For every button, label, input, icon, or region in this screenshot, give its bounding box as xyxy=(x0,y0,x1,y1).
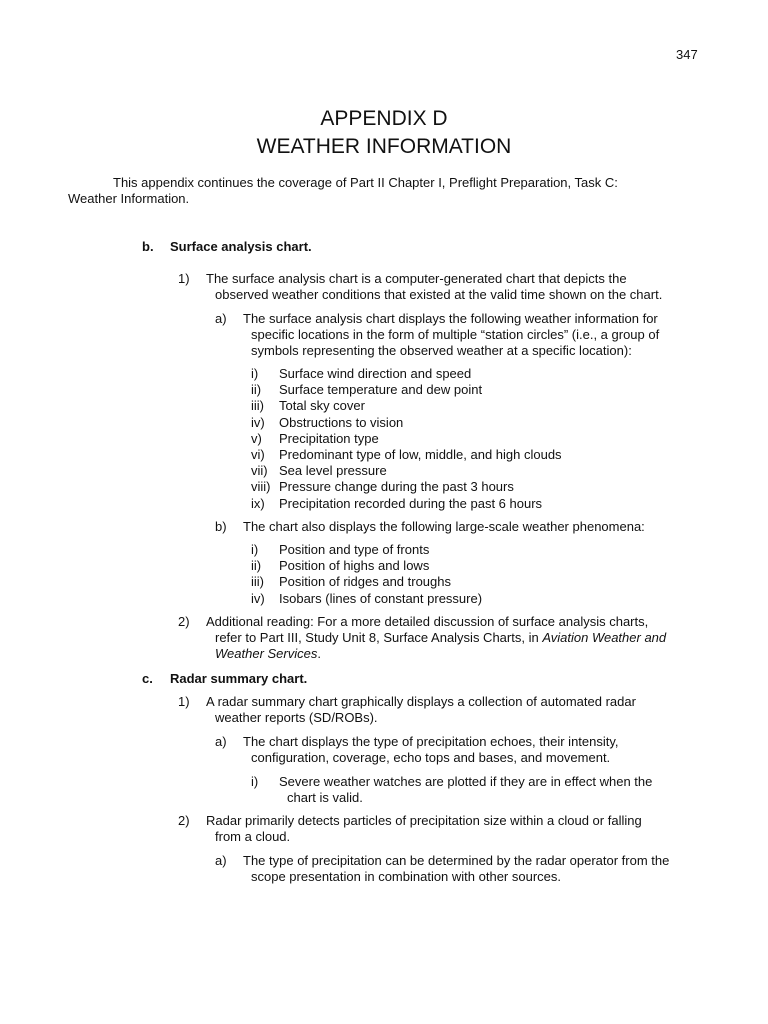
b2-line-2-text: refer to Part III, Study Unit 8, Surface Analysis Charts, in xyxy=(215,630,543,645)
list-item-text: Precipitation recorded during the past 6 hours xyxy=(279,495,543,511)
list-item-label: ii) xyxy=(251,558,262,574)
c1-line-2: weather reports (SD/ROBs). xyxy=(215,710,378,725)
list-item-label: ix) xyxy=(251,495,265,511)
c1a-label: a) xyxy=(215,734,227,749)
c1ai-line-1: Severe weather watches are plotted if they are in effect when the xyxy=(279,774,653,789)
b1a-line-1: The surface analysis chart displays the following weather information for xyxy=(243,311,658,326)
list-item-text: Surface wind direction and speed xyxy=(279,366,472,381)
b2-line-2 xyxy=(215,630,666,646)
list-item-label: i) xyxy=(251,366,259,381)
section-b-label: b. xyxy=(142,239,154,254)
list-item-text: Isobars (lines of constant pressure) xyxy=(279,590,483,606)
c2a-line-2: scope presentation in combination with other sources. xyxy=(251,869,562,884)
b1-label: 1) xyxy=(178,271,190,286)
c2a-label: a) xyxy=(215,853,227,868)
list-item-text: Predominant type of low, middle, and high clouds xyxy=(279,446,562,462)
list-item-text: Obstructions to vision xyxy=(279,414,404,430)
b1a-label: a) xyxy=(215,311,227,326)
list-item-text: Position of highs and lows xyxy=(279,558,430,574)
list-item-text: Total sky cover xyxy=(279,398,365,414)
appendix-title: APPENDIX D xyxy=(320,107,448,130)
section-c-heading: Radar summary chart. xyxy=(170,671,308,686)
b1-line-2: observed weather conditions that existed at the valid time shown on the chart. xyxy=(215,287,663,302)
list-item-text: Sea level pressure xyxy=(279,463,387,479)
c1ai-label: i) xyxy=(251,774,259,789)
list-item-label: iii) xyxy=(251,398,264,414)
list-item-label: i) xyxy=(251,542,259,557)
intro-line-2: Weather Information. xyxy=(68,191,190,207)
b1b-label: b) xyxy=(215,519,227,534)
c1a-line-2: configuration, coverage, echo tops and bases, and movement. xyxy=(251,750,611,765)
list-item-text: Surface temperature and dew point xyxy=(279,382,483,398)
list-item-text: Precipitation type xyxy=(279,430,379,446)
b1-line-1: The surface analysis chart is a computer-generated chart that depicts the xyxy=(206,271,627,286)
list-item-label: viii) xyxy=(251,479,271,495)
list-item-text: Position and type of fronts xyxy=(279,542,430,557)
b1a-line-2: specific locations in the form of multiple “station circles” (i.e., a group of xyxy=(251,327,660,342)
c1-line-1: A radar summary chart graphically displays a collection of automated radar xyxy=(206,694,636,709)
c1-label: 1) xyxy=(178,694,190,709)
c2-label: 2) xyxy=(178,813,190,828)
c1ai-line-2: chart is valid. xyxy=(287,790,363,805)
b1b-line-1: The chart also displays the following large-scale weather phenomena: xyxy=(243,519,645,534)
list-item-label: vi) xyxy=(251,446,265,462)
list-item-label: vii) xyxy=(251,463,268,479)
b2-label: 2) xyxy=(178,614,190,629)
b2-line-3 xyxy=(215,646,321,662)
b2-book-title-part-2: Weather Services xyxy=(215,646,318,661)
b1a-line-3: symbols representing the observed weather at a specific location): xyxy=(251,343,632,358)
appendix-subtitle: WEATHER INFORMATION xyxy=(256,135,512,158)
list-item-label: iii) xyxy=(251,574,264,590)
c1a-line-1: The chart displays the type of precipitation echoes, their intensity, xyxy=(243,734,619,749)
c2-line-2: from a cloud. xyxy=(215,829,291,844)
b2-line-3-end: . xyxy=(317,646,321,661)
b2-line-1: Additional reading: For a more detailed discussion of surface analysis charts, xyxy=(206,614,649,629)
section-b-heading: Surface analysis chart. xyxy=(170,239,312,254)
page-number: 347 xyxy=(676,47,698,62)
c2-line-1: Radar primarily detects particles of precipitation size within a cloud or falling xyxy=(206,813,642,828)
list-item-label: iv) xyxy=(251,414,265,430)
list-item-label: ii) xyxy=(251,382,262,398)
list-item-label: v) xyxy=(251,430,262,446)
section-c-label: c. xyxy=(142,671,153,686)
b2-book-title-part-1: Aviation Weather and xyxy=(542,630,667,645)
intro-paragraph xyxy=(68,175,708,207)
list-item-text: Position of ridges and troughs xyxy=(279,574,451,590)
intro-line-1: This appendix continues the coverage of Part II Chapter I, Preflight Preparation, Task C: xyxy=(113,175,618,190)
list-item-label: iv) xyxy=(251,590,265,606)
c2a-line-1: The type of precipitation can be determined by the radar operator from the xyxy=(243,853,670,868)
list-item-text: Pressure change during the past 3 hours xyxy=(279,479,514,495)
